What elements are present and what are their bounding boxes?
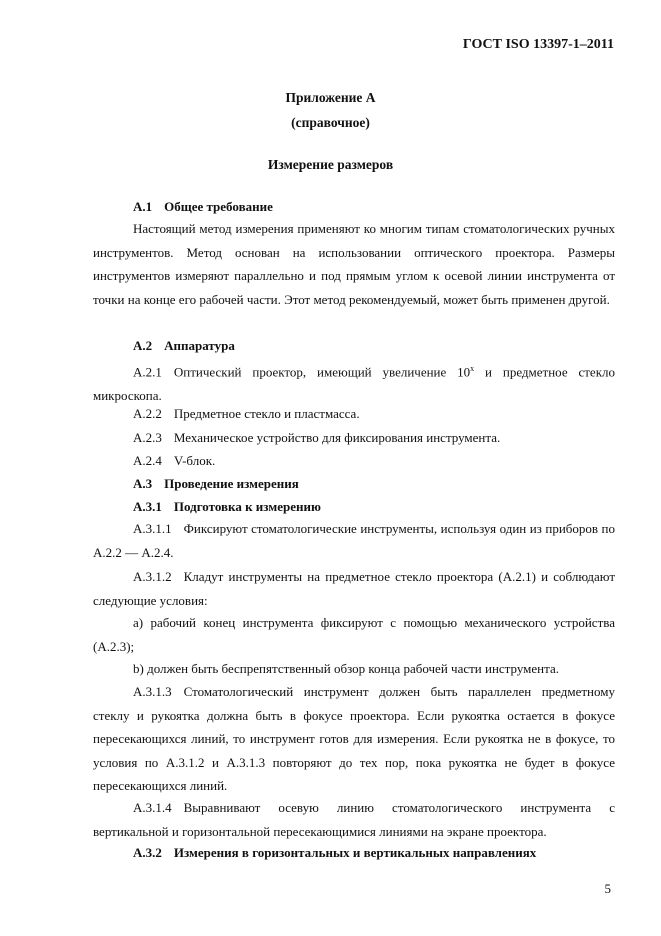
clause-a312-text: Кладут инструменты на предметное стекло проектора (А.2.1) и соблюдают следующие условия:	[93, 569, 615, 608]
clause-a312-number: А.3.1.2	[133, 569, 172, 584]
section-a3-number: А.3	[133, 476, 153, 491]
clause-a22-number: А.2.2	[133, 406, 162, 421]
section-a2-title: Аппаратура	[164, 338, 235, 353]
clause-a23-number: А.2.3	[133, 430, 162, 445]
appendix-title: Приложение А	[285, 90, 376, 105]
appendix-heading: Измерение размеров	[267, 157, 394, 172]
clause-a21-text-a: Оптический проектор, имеющий увеличение 10	[173, 364, 471, 380]
condition-item-a: а) рабочий конец инструмента фиксируют с помощью механического устройства (А.2.3);	[93, 615, 615, 654]
section-a3-heading	[133, 476, 299, 492]
clause-a21-superscript: x	[470, 364, 475, 373]
subsection-a32-title: Измерения в горизонтальных и вертикальных направлениях	[173, 845, 537, 860]
clause-a24	[133, 453, 215, 469]
clause-a311	[93, 517, 615, 564]
clause-a311-number: А.3.1.1	[133, 521, 172, 536]
subsection-a31-heading	[133, 499, 321, 515]
section-a1-text: Настоящий метод измерения применяют ко многим типам стоматологических ручных инструментов. Метод основан на использовании оптического проектора. Размеры инструментов измеряют параллельно и под прямым углом к осевой линии инструмента от точки на конце его рабочей части. Этот метод рекомендуемый, может быть применен другой.	[93, 221, 615, 307]
clause-a311-text: Фиксируют стоматологические инструменты, используя один из приборов по А.2.2 — А.2.4.	[93, 521, 615, 560]
subsection-a32-number: А.3.2	[133, 845, 162, 860]
subsection-a31-number: А.3.1	[133, 499, 162, 514]
clause-a21-number: А.2.1	[133, 364, 162, 380]
clause-a313	[93, 680, 615, 798]
document-code: ГОСТ ISO 13397-1–2011	[462, 37, 614, 52]
appendix-note: (справочное)	[291, 115, 370, 130]
section-a2-heading	[133, 338, 235, 354]
clause-a314-text: Выравнивают осевую линию стоматологического инструмента с вертикальной и горизонтальной пересекающимися линиями на экране проектора.	[93, 800, 615, 839]
clause-a22-text: Предметное стекло и пластмасса.	[173, 406, 360, 421]
clause-a24-text: V-блок.	[173, 453, 216, 468]
page-number: 5	[604, 881, 611, 896]
section-a3-title: Проведение измерения	[164, 476, 299, 491]
clause-a21-text-b: и предметное стекло микроскопа.	[93, 364, 615, 403]
clause-a313-number: А.3.1.3	[133, 684, 172, 699]
section-a1-number: А.1	[133, 199, 153, 214]
clause-a23-text: Механическое устройство для фиксирования инструмента.	[173, 430, 501, 445]
section-a2-number: А.2	[133, 338, 153, 353]
clause-a314-number: А.3.1.4	[133, 800, 172, 815]
clause-a21	[93, 357, 615, 407]
clause-a23	[133, 430, 500, 446]
section-a1-heading	[133, 199, 273, 215]
clause-a22	[133, 406, 360, 422]
clause-a313-text: Стоматологический инструмент должен быть параллелен предметному стеклу и рукоятка должна быть в фокусе проектора. Если рукоятка остается в фокусе пересекающихся линий, то инструмент готов для измерения. Если рукоятка не в фокусе, то условия по А.3.1.2 и А.3.1.3 повторяют до тех пор, пока рукоятка не будет в фокусе пересекающихся линий.	[93, 684, 615, 793]
clause-a314	[93, 796, 615, 843]
subsection-a32-heading	[133, 845, 536, 861]
condition-item-b: b) должен быть беспрепятственный обзор конца рабочей части инструмента.	[133, 661, 559, 676]
section-a1-title: Общее требование	[164, 199, 273, 214]
clause-a24-number: А.2.4	[133, 453, 162, 468]
subsection-a31-title: Подготовка к измерению	[173, 499, 321, 514]
clause-a312	[93, 565, 615, 612]
